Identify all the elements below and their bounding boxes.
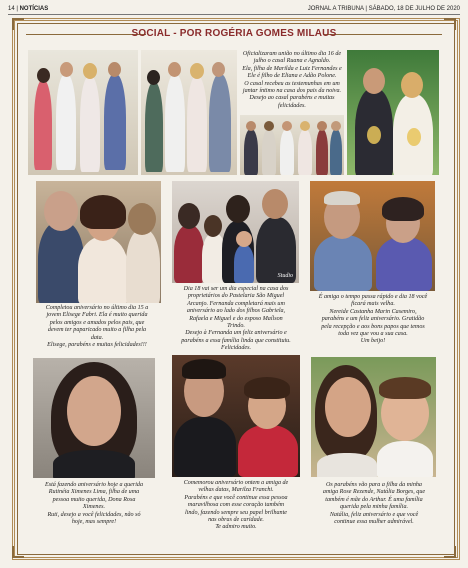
marilza-photo: [172, 355, 300, 477]
wedding-toast-photo: [347, 50, 439, 175]
newspaper-name: JORNAL A TRIBUNA: [307, 6, 364, 12]
pastelaria-caption: [168, 286, 304, 353]
caption-line: felicidades.: [278, 102, 306, 109]
caption-line: Ela, filha de Marilda e Luiz Fernandes e: [242, 65, 342, 72]
caption-line: ficará mais velha.: [351, 301, 395, 308]
caption-line: parabéns e um feliz aniversário. Gratidão: [321, 316, 425, 323]
caption-line: Desejo à Fernanda um feliz aniversário e: [185, 330, 287, 337]
wedding-photo-2: [141, 50, 237, 175]
newspaper-dateline: JORNAL A TRIBUNA | SÁBADO, 18 DE JULHO DE 2020: [307, 6, 460, 12]
caption-line: Está fazendo aniversário hoje a querida: [45, 482, 143, 488]
nereide-photo: [310, 181, 435, 291]
page-section: 14 | NOTÍCIAS: [8, 6, 49, 12]
caption-line: Parabéns e que você continue essa pessoa: [184, 494, 288, 501]
page-header: [8, 4, 460, 15]
frame-corner-ornament: [444, 546, 456, 558]
elisege-photo: [36, 181, 161, 303]
caption-line: jovem Elisege Fabri. Ela é muito querida: [46, 312, 148, 319]
section-name: NOTÍCIAS: [19, 6, 49, 12]
caption-line: pessoa muito querida, Dona Rosa: [52, 496, 136, 503]
caption-line: jantar íntimo na casa dos pais da noiva.: [242, 88, 342, 95]
natalia-caption: [308, 482, 440, 526]
rutineia-caption: [28, 482, 160, 526]
caption-line: Te admiro muito.: [215, 524, 257, 531]
wedding-group-photo: [240, 115, 344, 175]
caption-line: lindo, fazendo sempre seu papel brilhante: [184, 509, 287, 516]
column-title: SOCIAL - POR ROGÉRIA GOMES MILAUS: [131, 28, 337, 39]
caption-line: parabéns a essa família linda que constituiu.: [181, 337, 291, 344]
caption-line: hoje, mas sempre!: [71, 519, 117, 526]
photo-credit: Studio: [277, 273, 293, 279]
caption-line: continue essa mulher admirável.: [334, 519, 414, 526]
rutineia-photo: [33, 358, 155, 478]
caption-line: Ruti, desejo a você felicidades, não só: [47, 511, 141, 518]
caption-line: nas obras de caridade.: [208, 517, 264, 524]
natalia-photo: [311, 357, 436, 477]
pastelaria-family-photo: [172, 181, 299, 283]
caption-line: Um beijo!: [360, 338, 386, 345]
page-number: 14: [8, 6, 15, 12]
caption-line: querida pela minha família.: [339, 504, 409, 511]
caption-line: Desejo ao casal parabéns e muitas: [249, 95, 335, 102]
caption-line: Comemorou aniversário ontem a amiga de: [183, 480, 289, 486]
wedding-photo-1: [28, 50, 138, 175]
caption-line: Ximenes.: [82, 504, 106, 511]
caption-line: toda vez que vou a sua casa.: [338, 331, 408, 338]
caption-line: Natália, feliz aniversário e que você: [329, 511, 419, 518]
caption-line: pelos amigos e amados pelos pais, que: [49, 319, 145, 326]
caption-line: Felicidades.: [221, 345, 251, 352]
caption-line: Completou aniversário no último dia 15 a: [45, 305, 149, 311]
caption-line: julho o casal Ruana e Agnaldo.: [253, 58, 331, 65]
caption-line: amiga Rose Rezende, Natália Borges, que: [322, 489, 426, 496]
caption-line: É amiga o tempo passa rápido e dia 18 você: [318, 294, 428, 300]
caption-line: maravilhosa com esse coração também: [187, 502, 285, 509]
caption-line: Oficializaram união no último dia 16 de: [242, 51, 342, 57]
caption-line: data.: [90, 334, 104, 341]
caption-line: Rutinéia Ximenes Lima, filha de uma: [48, 489, 140, 496]
caption-line: Arcanjo. Fernanda completará mais um: [187, 300, 285, 307]
marilza-caption: [168, 480, 304, 532]
caption-line: proprietários do Pastelaria São Miguel: [187, 293, 285, 300]
caption-line: O casal recebeu as testemunhas em um: [244, 80, 340, 87]
caption-line: Elisege, parabéns e muitas felicidades!!!: [47, 342, 147, 349]
issue-date: SÁBADO, 18 DE JULHO DE 2020: [368, 6, 460, 12]
caption-line: Os parabéns vão para a filha da minha: [326, 482, 422, 488]
elisege-caption: [32, 305, 162, 349]
wedding-caption: [240, 51, 344, 110]
caption-line: pela recepção e aos bons papos que temos: [321, 323, 425, 330]
caption-line: Dia 18 vai ser um dia especial na casa dos: [183, 286, 289, 292]
caption-line: Rafaela e Miguel e do esposo Maílson: [189, 315, 283, 322]
caption-line: também é mãe do Arthur. É uma família: [325, 496, 423, 503]
caption-line: aniversário ao lado dos filhos Gabriela,: [186, 308, 286, 315]
frame-corner-ornament: [12, 546, 24, 558]
caption-line: Trindo.: [227, 323, 245, 330]
caption-line: velhas datas, Marilza Franchi.: [198, 487, 274, 494]
nereide-caption: [308, 294, 438, 346]
caption-line: Ele é filho de Eliana e Adão Polone.: [247, 73, 337, 80]
caption-line: Nereide Castanha Marin Casemiro,: [329, 308, 417, 315]
caption-line: devem ter paparicado muito a filha pela: [47, 327, 147, 334]
